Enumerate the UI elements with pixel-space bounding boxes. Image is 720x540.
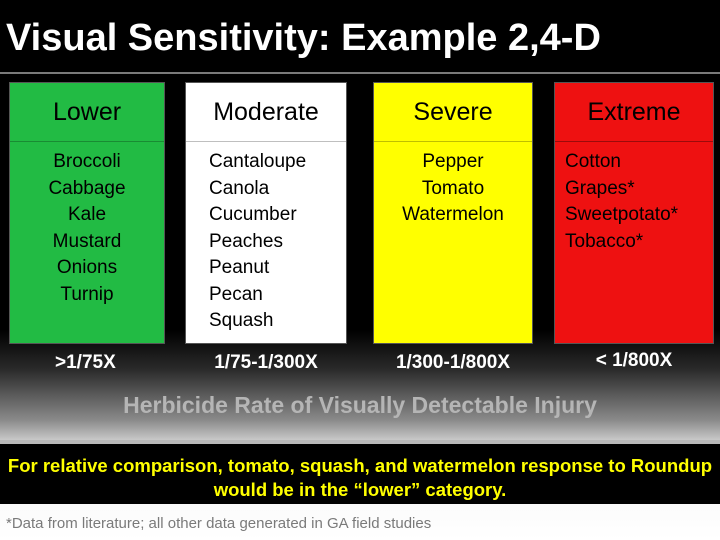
slide-title: Visual Sensitivity: Example 2,4-D [6,17,601,59]
rate-lower: >1/75X [55,352,116,373]
rate-severe: 1/300-1/800X [395,352,511,373]
crop-item: Kale [67,204,107,225]
category-extreme-panel [554,82,714,344]
crop-item: Mustard [52,230,122,252]
category-severe-heading: Severe [374,83,532,142]
crop-item: Cotton [565,151,621,172]
crop-item: Peaches [209,230,283,252]
note-text: For relative comparison, tomato, squash, and watermelon response to Roundup would be in the “lower” category. [7,455,713,500]
crop-item: Turnip [60,283,114,305]
category-severe-crop-list [374,149,532,229]
rate-moderate: 1/75-1/300X [214,352,318,373]
note-banner [0,440,720,504]
category-lower-crop-list [10,149,164,308]
crop-item: Tobacco* [565,230,644,252]
crop-item: Pecan [209,283,263,305]
crop-item: Canola [209,177,270,199]
crop-item: Tomato [421,177,485,199]
category-moderate-crop-list [186,149,346,335]
footnote: *Data from literature; all other data generated in GA field studies [6,515,432,532]
crop-item: Squash [209,310,274,331]
category-extreme-heading: Extreme [555,83,713,142]
crop-item: Sweetpotato* [565,204,679,225]
title-divider [0,72,720,74]
rate-extreme: < 1/800X [595,350,673,371]
crop-item: Watermelon [402,204,504,225]
category-lower-heading: Lower [10,83,164,142]
category-extreme-crop-list [555,149,713,255]
category-moderate-panel [185,82,347,344]
crop-item: Peanut [209,257,270,278]
category-lower-panel [9,82,165,344]
crop-item: Cucumber [209,204,297,225]
crop-item: Cabbage [48,177,126,199]
crop-item: Onions [56,257,118,278]
crop-item: Cantaloupe [209,151,307,172]
category-moderate-heading: Moderate [186,83,346,142]
crop-item: Broccoli [53,151,121,172]
axis-label: Herbicide Rate of Visually Detectable Injury [123,392,597,418]
crop-item: Grapes* [565,177,635,199]
crop-item: Pepper [422,151,484,172]
category-severe-panel [373,82,533,344]
